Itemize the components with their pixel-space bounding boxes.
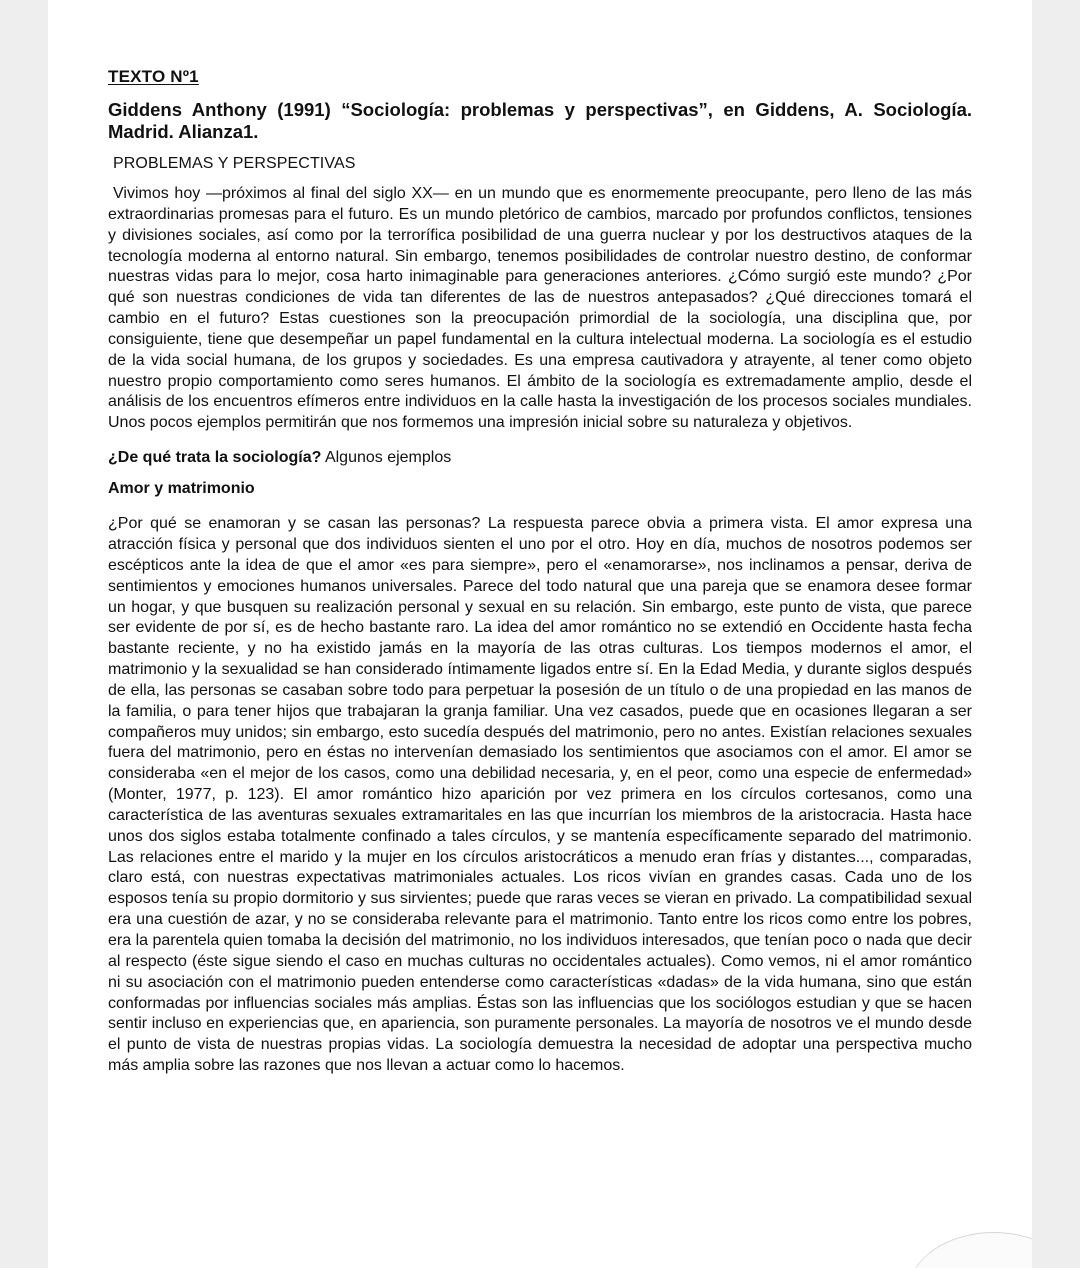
question-heading-rest: Algunos ejemplos bbox=[321, 449, 452, 467]
section-heading: PROBLEMAS Y PERSPECTIVAS bbox=[113, 155, 356, 172]
document-page bbox=[48, 0, 1032, 1268]
question-heading bbox=[108, 448, 972, 468]
bibliographic-citation: Giddens Anthony (1991) “Sociología: problemas y perspectivas”, en Giddens, A. Sociología. Madrid. Alianza1. bbox=[108, 99, 972, 142]
subheading-amor-y-matrimonio: Amor y matrimonio bbox=[108, 480, 255, 498]
document-content bbox=[108, 64, 972, 1077]
page-corner-decoration bbox=[908, 1232, 1032, 1268]
document-title: TEXTO Nº1 bbox=[108, 67, 199, 86]
intro-paragraph: Vivimos hoy —próximos al final del siglo XX— en un mundo que es enormemente preocupante, pero lleno de las más extraordinarias promesas para el futuro. Es un mundo pletórico de cambios, marcado por profundos conflictos, tensiones y divisiones sociales, así como por la terrorífica posibilidad de una guerra nuclear y por los destructivos ataques de la tecnología moderna al entorno natural. Sin embargo, tenemos posibilidades de controlar nuestro destino, de conformar nuestras vidas para lo mejor, cosa harto inimaginable para generaciones anteriores. ¿Cómo surgió este mundo? ¿Por qué son nuestras condiciones de vida tan diferentes de las de nuestros antepasados? ¿Qué direcciones tomará el cambio en el futuro? Estas cuestiones son la preocupación primordial de la sociología, una disciplina que, por consiguiente, tiene que desempeñar un papel fundamental en la cultura intelectual moderna. La sociología es el estudio de la vida social humana, de los grupos y sociedades. Es una empresa cautivadora y atrayente, al tener como objeto nuestro propio comportamiento como seres humanos. El ámbito de la sociología es extremadamente amplio, desde el análisis de los encuentros efímeros entre individuos en la calle hasta la investigación de los procesos sociales mundiales. Unos pocos ejemplos permitirán que nos formemos una impresión inicial sobre su naturaleza y objetivos. bbox=[108, 185, 972, 432]
question-heading-bold: ¿De qué trata la sociología? bbox=[108, 449, 322, 467]
body-paragraph: ¿Por qué se enamoran y se casan las personas? La respuesta parece obvia a primera vista. El amor expresa una atracción física y personal que dos individuos sienten el uno por el otro. Hoy en día, muchos de nosotros podemos ser escépticos ante la idea de que el amor «es para siempre», pero el «enamorarse», nos inclinamos a pensar, deriva de sentimientos y emociones humanos universales. Parece del todo natural que una pareja que se enamora desee formar un hogar, y que busquen su realización personal y sexual en su relación. Sin embargo, este punto de vista, que parece ser evidente de por sí, es de hecho bastante raro. La idea del amor romántico no se extendió en Occidente hasta fecha bastante reciente, y no ha existido jamás en la mayoría de las otras culturas. Los tiempos modernos el amor, el matrimonio y la sexualidad se han considerado íntimamente ligados entre sí. En la Edad Media, y durante siglos después de ella, las personas se casaban sobre todo para perpetuar la posesión de un título o de una propiedad en las manos de la familia, o para tener hijos que trabajaran la granja familiar. Una vez casados, puede que en ocasiones llegaran a ser compañeros muy unidos; sin embargo, esto sucedía después del matrimonio, pero no antes. Existían relaciones sexuales fuera del matrimonio, pero en éstas no intervenían demasiado los sentimientos que asociamos con el amor. El amor se consideraba «en el mejor de los casos, como una debilidad necesaria, y, en el peor, como una especie de enfermedad» (Monter, 1977, p. 123). El amor romántico hizo aparición por vez primera en los círculos cortesanos, como una característica de las aventuras sexuales extramaritales en las que incurrían los miembros de la aristocracia. Hasta hace unos dos siglos estaba totalmente confinado a tales círculos, y se mantenía específicamente separado del matrimonio. Las relaciones entre el marido y la mujer en los círculos aristocráticos a menudo eran frías y distantes..., comparadas, claro está, con nuestras expectativas matrimoniales actuales. Los ricos vivían en grandes casas. Cada uno de los esposos tenía su propio dormitorio y sus sirvientes; puede que raras veces se vieran en privado. La compatibilidad sexual era una cuestión de azar, y no se consideraba relevante para el matrimonio. Tanto entre los ricos como entre los pobres, era la parentela quien tomaba la decisión del matrimonio, no los individuos interesados, que tenían poco o nada que decir al respecto (éste sigue siendo el caso en muchas culturas no occidentales actuales). Como vemos, ni el amor romántico ni su asociación con el matrimonio pueden entenderse como características «dadas» de la vida humana, sino que están conformadas por influencias sociales más amplias. Éstas son las influencias que los sociólogos estudian y que se hacen sentir incluso en experiencias que, en apariencia, son puramente personales. La mayoría de nosotros ve el mundo desde el punto de vista de nuestras propias vidas. La sociología demuestra la necesidad de adoptar una perspectiva mucho más amplia sobre las razones que nos llevan a actuar como lo hacemos. bbox=[108, 515, 972, 1075]
